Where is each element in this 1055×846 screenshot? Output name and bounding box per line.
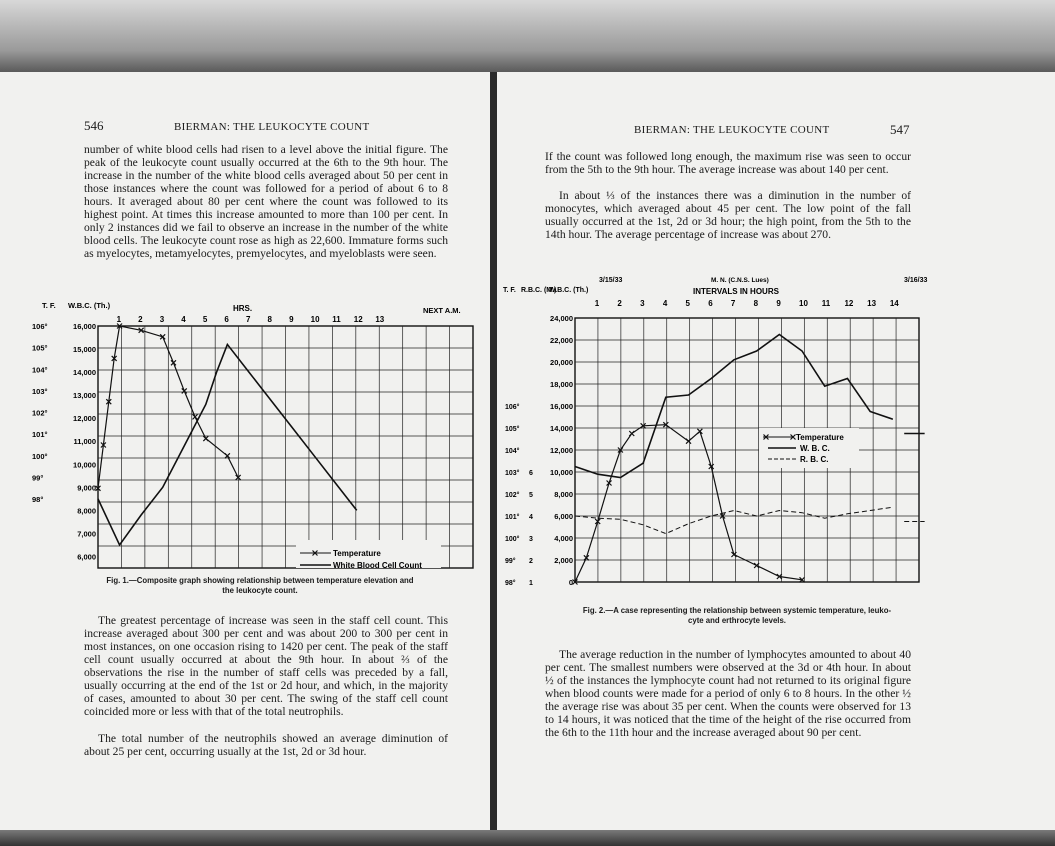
figure-2-legend [759, 428, 859, 468]
figure-2-subject: M. N. (C.N.S. Lues) [711, 277, 769, 284]
figure-2-wbc-tick: 10,000 [550, 468, 573, 477]
figure-2-y-header-t: T. F. [503, 287, 516, 294]
figure-2-hour-tick: 9 [776, 299, 781, 308]
figure-1-caption [40, 576, 480, 596]
figure-2-caption-line-1: Fig. 2.—A case representing the relationship between systemic temperature, leuko- [582, 606, 892, 615]
figure-1-legend [296, 540, 441, 570]
figure-1-temp-tick: 102° [32, 408, 48, 418]
figure-1-temp-tick: 104° [32, 365, 48, 375]
figure-2-rbc-tick: 1 [529, 580, 533, 587]
figure-2-date-end: 3/16/33 [904, 277, 928, 284]
figure-2-wbc-tick: 22,000 [550, 336, 573, 345]
figure-2-title: INTERVALS IN HOURS [693, 287, 779, 296]
figure-1-wbc-tick: 8,000 [77, 506, 96, 516]
figure-1-temp-tick: 98° [32, 495, 44, 505]
figure-1-hour-tick: 6 [224, 315, 229, 324]
figure-1-y-header-right: W.B.C. (Th.) [68, 301, 111, 310]
figure-2-wbc-tick: 16,000 [550, 402, 573, 411]
figure-1-hour-tick: 10 [310, 315, 320, 324]
figure-2-hour-tick: 6 [708, 299, 713, 308]
figure-1-legend-temp: Temperature [333, 549, 381, 558]
left-paragraph-2: The greatest percentage of increase was seen in the staff cell count. This increase averaged about 300 per cent and was about 200 to 300 per cent in most instances, on one occasion rising to 1420 per cent. The peak of the staff cell count usually occurred at about the 9th hour. In about ⅔ of the observations the rise in the number of staff cells was preceded by a fall, usually occurring at the end of the 1st or 2d hour, and which, in the majority of cases, amounted to about 30 per cent. The swing of the staff cell count coincided more or less with that of the total neutrophils. [84, 614, 448, 718]
figure-2-rbc-tick: 5 [529, 492, 533, 499]
figure-2-chart [501, 270, 951, 600]
figure-2-wbc-tick: 24,000 [550, 314, 573, 323]
figure-2-temp-tick: 102° [505, 492, 520, 499]
figure-1-hour-tick: 1 [116, 315, 122, 324]
figure-1-wbc-tick: 7,000 [77, 529, 96, 539]
figure-2-caption-line-2: cyte and erthrocyte levels. [688, 616, 786, 625]
figure-1-grid [98, 326, 473, 568]
figure-2-temp-tick: 98° [505, 580, 516, 587]
figure-2-temp-tick: 105° [505, 426, 520, 433]
figure-1-hour-tick: 5 [202, 315, 208, 324]
figure-1-hour-tick: 11 [332, 315, 341, 324]
figure-2-hour-tick: 13 [867, 299, 877, 308]
figure-2-wbc-tick: 12,000 [550, 446, 573, 455]
figure-1-temperature-point [171, 360, 176, 365]
figure-1-temperature-point [203, 436, 208, 441]
figure-2-date-start: 3/15/33 [599, 277, 623, 284]
figure-1-chart [28, 298, 483, 578]
figure-1-y-header-left: T. F. [42, 301, 56, 310]
figure-1-wbc-tick: 14,000 [73, 368, 96, 378]
figure-2-temperature-point [686, 439, 691, 444]
right-paragraph-1: If the count was followed long enough, the maximum rise was seen to occur from the 5th to the 9th hour. The average increase was about 140 per cent. [545, 150, 911, 176]
figure-2-hour-tick: 10 [799, 299, 808, 308]
figure-1-temperature-point [182, 388, 187, 393]
figure-2-y-header-rbc: R.B.C. (M.) [521, 287, 557, 294]
figure-1-wbc-tick: 6,000 [77, 552, 96, 562]
figure-2-legend-wbc: W. B. C. [800, 444, 830, 453]
figure-1-hour-tick: 8 [267, 315, 272, 324]
figure-1-wbc-tick: 15,000 [73, 345, 96, 355]
figure-2-temp-tick: 100° [505, 536, 520, 543]
figure-2-hour-tick: 2 [617, 299, 622, 308]
figure-1-hour-tick: 12 [353, 315, 363, 324]
figure-2-wbc-tick: 20,000 [550, 358, 573, 367]
figure-2-wbc-tick: 4,000 [554, 534, 573, 543]
figure-2-wbc-tick: 0 [568, 578, 573, 587]
figure-1-temperature-point [225, 453, 230, 458]
figure-2-rbc-tick: 6 [529, 470, 533, 477]
figure-2-hour-tick: 1 [594, 299, 600, 308]
figure-2-legend-temp: Temperature [796, 433, 844, 442]
figure-2-hour-tick: 14 [889, 299, 899, 308]
figure-2-temperature-point [629, 431, 634, 436]
figure-1-hour-tick: 13 [375, 315, 385, 324]
figure-2-series [573, 335, 925, 585]
figure-2-hour-tick: 5 [685, 299, 690, 308]
right-running-head: BIERMAN: THE LEUKOCYTE COUNT [634, 124, 830, 136]
figure-2-rbc-tick: 4 [529, 514, 533, 521]
figure-1-x-label: HRS. [233, 304, 253, 313]
figure-1-wbc-tick: 12,000 [73, 414, 96, 424]
figure-2-rbc-tick: 3 [529, 536, 533, 543]
figure-2-wbc-tick: 2,000 [554, 556, 573, 565]
figure-2-labels [503, 277, 927, 587]
figure-1-wbc-tick: 9,000 [77, 483, 96, 493]
figure-1-series [96, 324, 357, 545]
left-paragraph-1: number of white blood cells had risen to a level above the initial figure. The peak of the leukocyte count usually occurred at the 6th to the 9th hour. The increase in the number of the white blood cells averaged about 50 per cent in those instances where the count was followed for a period of about 6 to 8 hours. It averaged about 80 per cent where the count was followed to its highest point. At times this increase amounted to more than 100 per cent. In only 2 instances did we fail to observe an increase in the number of the white blood cells. The leukocyte count rose as high as 22,600. Immature forms such as myelocytes, metamyelocytes, premyelocytes, and myeloblasts were seen. [84, 143, 448, 260]
figure-2-temp-tick: 106° [505, 404, 520, 411]
figure-1-hour-tick: 7 [245, 315, 251, 324]
figure-1-hour-tick: 3 [159, 315, 165, 324]
figure-1-wbc-line [98, 344, 357, 545]
figure-2-temp-tick: 101° [505, 514, 520, 521]
figure-1-temperature-point [236, 475, 241, 480]
figure-1-x-label-right: NEXT A.M. [423, 306, 461, 315]
figure-2-wbc-tick: 8,000 [554, 490, 573, 499]
right-paragraph-3: The average reduction in the number of lymphocytes amounted to about 40 per cent. The smallest numbers were observed at the 3d or 4th hour. In about ½ of the instances the lymphocyte count had not returned to its original figure when blood counts were made for a period of only 6 to 8 hours. In the other ½ the average rise was about 35 per cent. When the counts were observed for 13 to 14 hours, it was noticed that the time of the height of the rise occurred from the 6th to the 11th hour and the increase averaged about 90 per cent. [545, 648, 911, 739]
figure-2-hour-tick: 8 [753, 299, 759, 308]
figure-1-wbc-tick: 16,000 [73, 322, 96, 331]
left-running-head: BIERMAN: THE LEUKOCYTE COUNT [174, 121, 370, 133]
figure-1-wbc-tick: 13,000 [73, 391, 96, 401]
book-bottom-edge [0, 830, 1055, 846]
figure-1-temp-tick: 101° [32, 430, 48, 440]
left-page [0, 72, 492, 830]
figure-1-temperature-point [193, 414, 198, 419]
figure-1-caption-line-2: the leukocyte count. [222, 586, 298, 595]
figure-1-hour-tick: 9 [289, 315, 294, 324]
figure-1-hour-tick: 2 [138, 315, 143, 324]
figure-1-temp-tick: 100° [32, 451, 48, 461]
book-top-edge [0, 0, 1055, 72]
figure-2-temp-tick: 103° [505, 470, 520, 477]
figure-2-caption [537, 606, 937, 626]
figure-2-hour-tick: 12 [844, 299, 854, 308]
figure-1-temp-tick: 103° [32, 386, 48, 396]
figure-2-temp-tick: 99° [505, 558, 516, 565]
figure-2-hour-tick: 3 [640, 299, 645, 308]
figure-2-hour-tick: 7 [730, 299, 736, 308]
figure-1-temp-tick: 106° [32, 322, 48, 331]
right-paragraph-2: In about ⅓ of the instances there was a diminution in the number of monocytes, which averaged about 45 per cent. The low point of the fall usually occurred at the 1st, 2d or 3d hour; the high point, from the 5th to the 14th hour. The average percentage of increase was about 270. [545, 189, 911, 241]
right-page-number: 547 [890, 122, 910, 137]
figure-2-hour-tick: 11 [821, 299, 831, 308]
figure-1-legend-wbc: White Blood Cell Count [333, 561, 422, 570]
figure-2-temp-tick: 104° [505, 448, 520, 455]
figure-2-wbc-tick: 14,000 [550, 424, 573, 433]
figure-2-rbc-tick: 2 [529, 558, 533, 565]
figure-1-wbc-tick: 10,000 [73, 460, 96, 470]
figure-2-grid [575, 318, 919, 582]
figure-1-wbc-tick: 11,000 [73, 437, 96, 447]
figure-2-hour-tick: 4 [662, 299, 668, 308]
figure-1-temp-tick: 105° [32, 343, 48, 353]
figure-1-labels [32, 301, 461, 561]
figure-1-hour-tick: 4 [181, 315, 186, 324]
figure-1-temp-tick: 99° [32, 473, 44, 483]
figure-1-caption-line-1: Fig. 1.—Composite graph showing relationship between temperature elevation and [106, 576, 414, 585]
figure-2-y-header-wbc: W.B.C. (Th.) [549, 287, 589, 294]
right-page [497, 72, 1055, 830]
left-paragraph-3: The total number of the neutrophils showed an average diminution of about 25 per cent, occurring usually at the 1st, 2d or 3d hour. [84, 732, 448, 758]
figure-2-wbc-tick: 18,000 [550, 380, 573, 389]
figure-2-legend-rbc: R. B. C. [800, 455, 829, 464]
figure-2-wbc-tick: 6,000 [554, 512, 573, 521]
left-page-number: 546 [84, 118, 104, 133]
figure-2-rbc-line [575, 507, 893, 533]
